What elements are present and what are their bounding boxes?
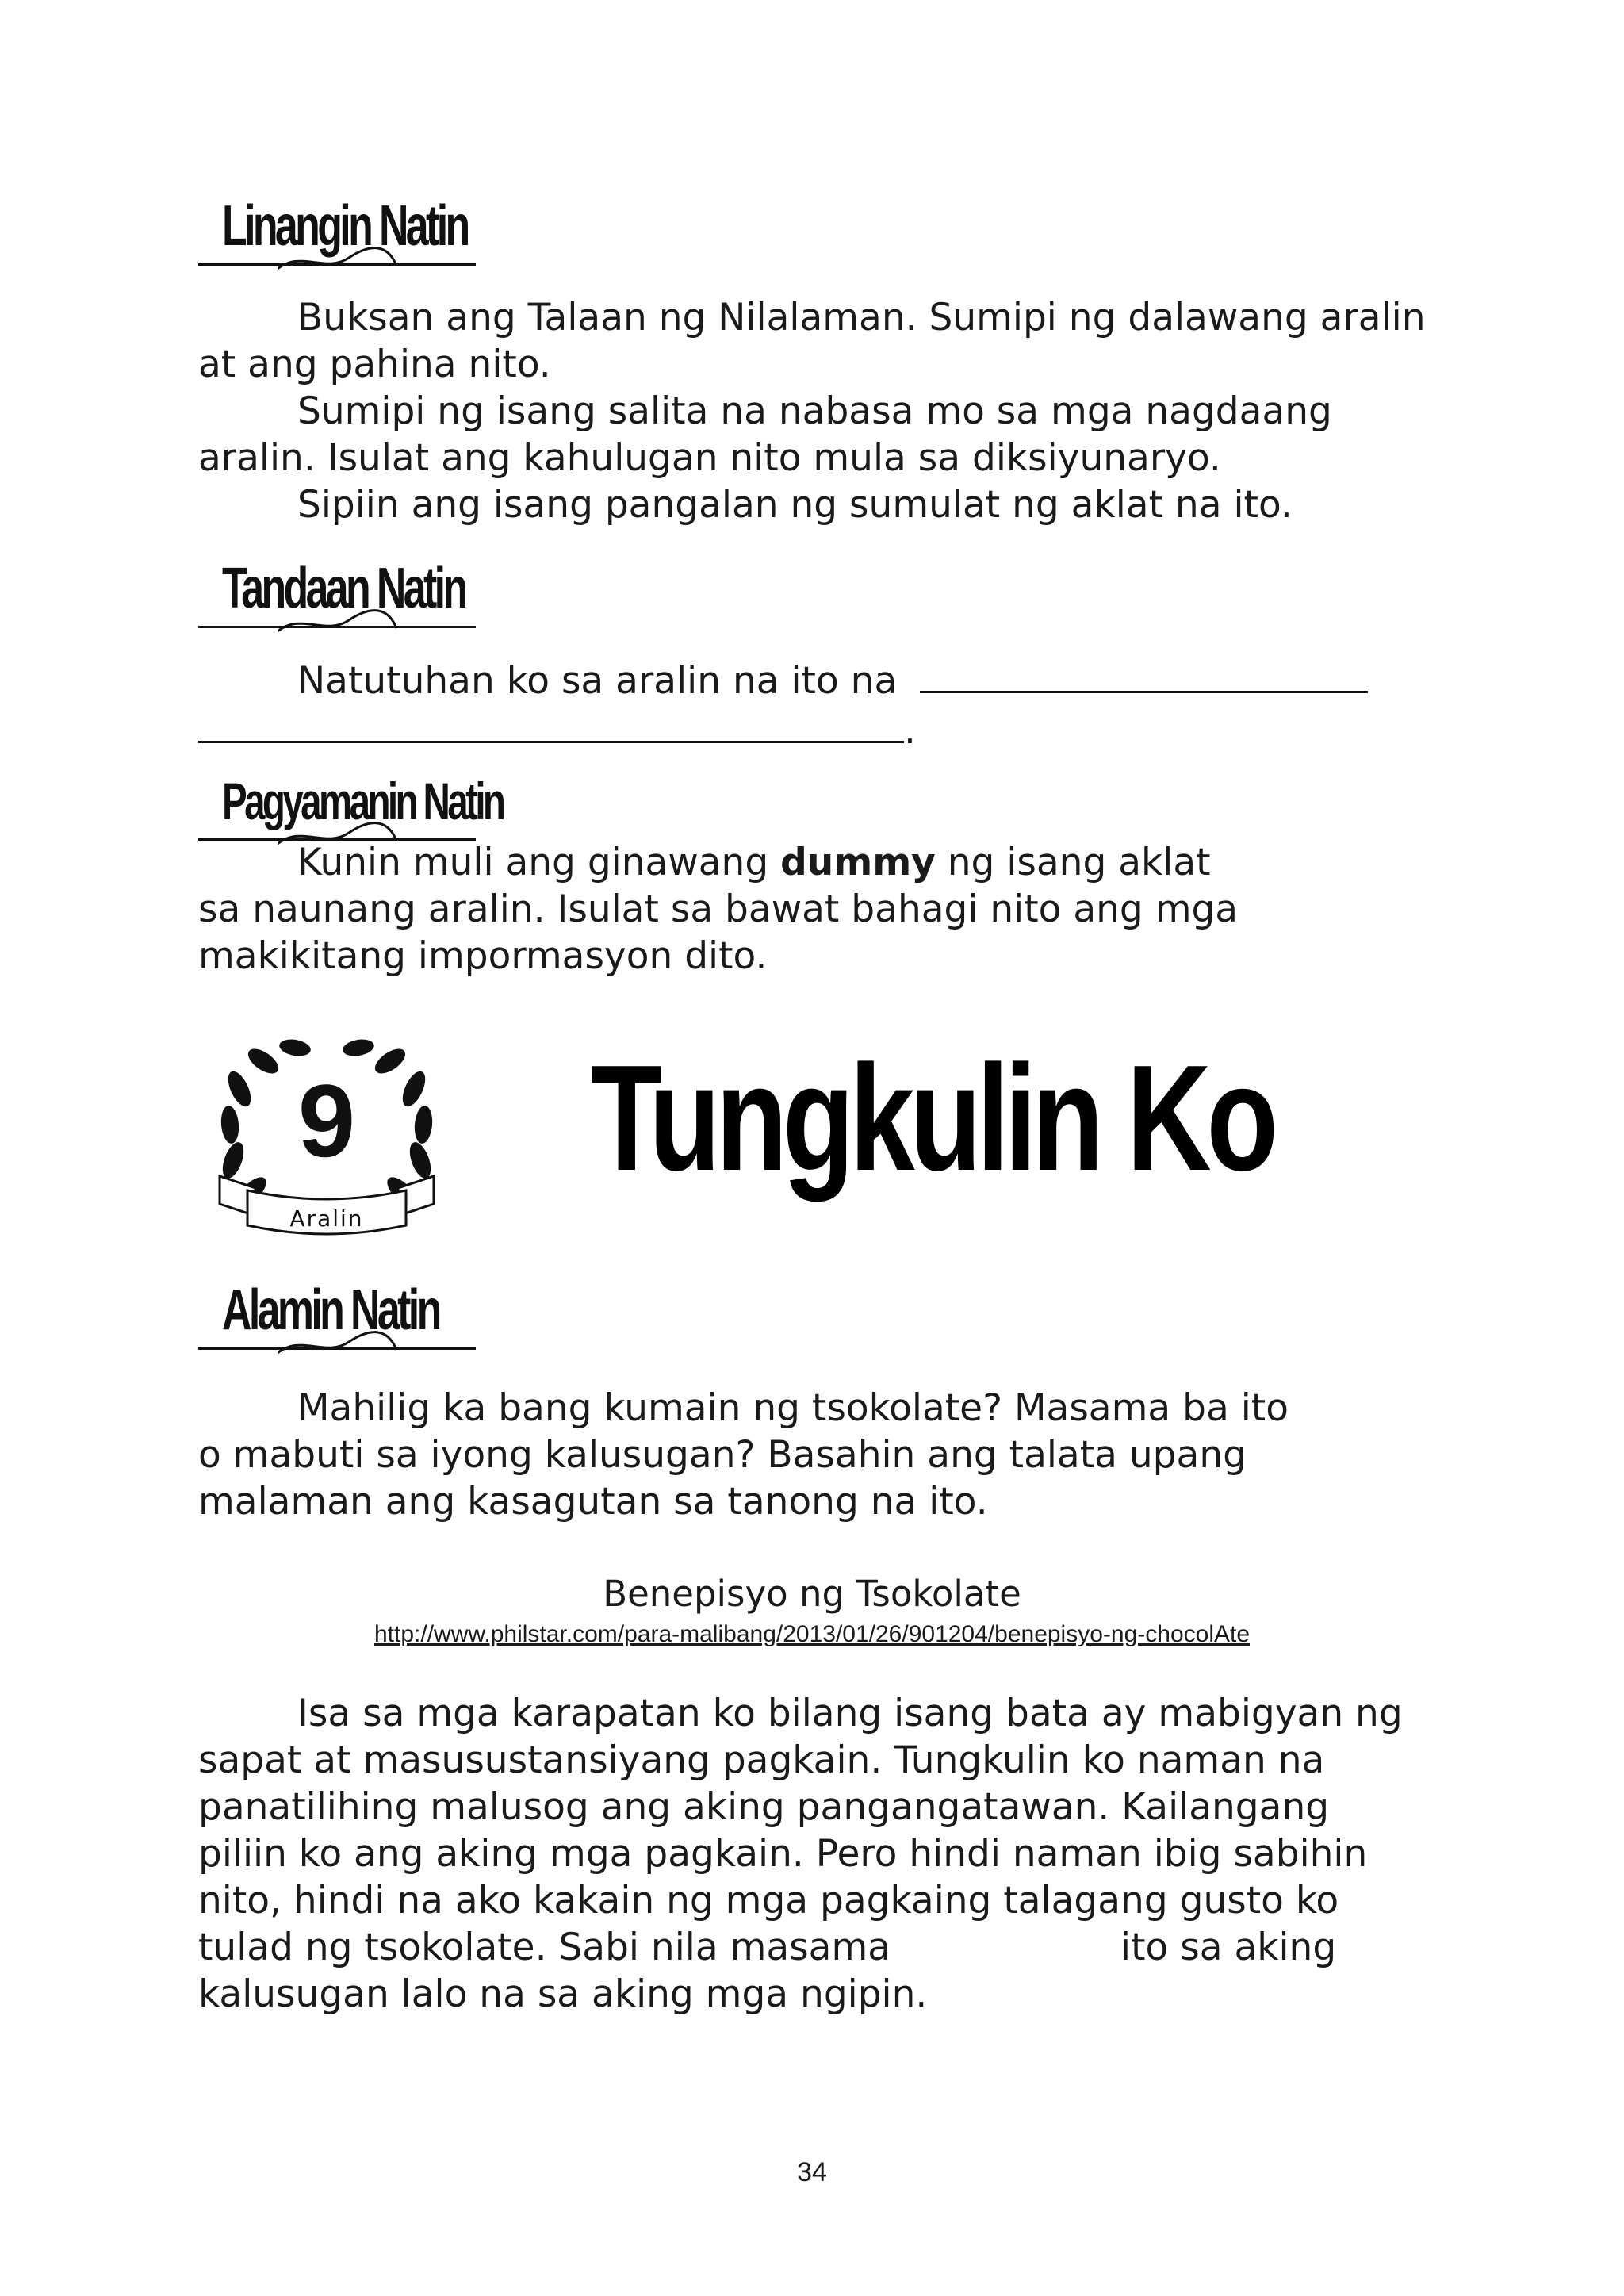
answer-blank-line <box>198 704 904 743</box>
text-line <box>198 657 1467 704</box>
text-line: Mahilig ka bang kumain ng tsokolate? Masama ba ito <box>297 1386 1289 1430</box>
lesson-number: 9 <box>297 1063 356 1179</box>
text-run: tulad ng tsokolate. Sabi nila masama <box>198 1926 891 1969</box>
text-line: Sipiin ang isang pangalan ng sumulat ng aklat na ito. <box>297 483 1293 527</box>
alamin-heading <box>198 1274 484 1358</box>
text-line: o mabuti sa iyong kalusugan? Basahin ang talata upang <box>198 1433 1247 1477</box>
page-number: 34 <box>797 2157 827 2187</box>
text-line: panatilihing malusog ang aking pangangatawan. Kailangang <box>198 1785 1330 1829</box>
swash-ornament-icon <box>278 1326 396 1358</box>
swash-ornament-icon <box>278 604 396 636</box>
text-run: ito sa aking <box>1120 1926 1337 1969</box>
pagyamanin-heading <box>198 765 504 849</box>
emphasis-word: dummy <box>780 841 936 884</box>
lesson-badge <box>216 1018 438 1244</box>
source-link[interactable]: http://www.philstar.com/para-malibang/2013/01/26/901204/benepisyo-ng-chocolAte <box>373 1621 1251 1647</box>
lesson-title: Tungkulin Ko <box>591 1034 1274 1202</box>
tandaan-heading-text: Tandaan Natin <box>222 557 465 620</box>
text-line: malaman ang kasagutan sa tanong na ito. <box>198 1480 988 1524</box>
text-line <box>198 704 1467 754</box>
text-line <box>198 839 1467 886</box>
text-line: Buksan ang Talaan ng Nilalaman. Sumipi ng dalawang aralin <box>297 296 1426 339</box>
reading-title <box>0 1572 1624 1616</box>
story-paragraph <box>198 1690 1467 2018</box>
end-mark: . <box>904 709 916 753</box>
alamin-paragraph <box>198 1385 1467 1525</box>
pagyamanin-paragraph <box>198 839 1467 979</box>
reading-title-text: Benepisyo ng Tsokolate <box>603 1573 1021 1615</box>
text-line: nito, hindi na ako kakain ng mga pagkaing talagang gusto ko <box>198 1879 1339 1922</box>
linangin-heading-text: Linangin Natin <box>222 194 468 258</box>
text-line: at ang pahina nito. <box>198 343 551 386</box>
pagyamanin-heading-text: Pagyamanin Natin <box>222 772 504 830</box>
alamin-heading-text: Alamin Natin <box>222 1278 439 1342</box>
tandaan-paragraph <box>198 657 1467 754</box>
text-line: Isa sa mga karapatan ko bilang isang bata ay mabigyan ng <box>297 1692 1403 1735</box>
text-line <box>198 1924 1467 1971</box>
linangin-paragraph <box>198 294 1467 528</box>
text-line: aralin. Isulat ang kahulugan nito mula sa diksiyunaryo. <box>198 436 1221 480</box>
text-line: sa naunang aralin. Isulat sa bawat bahagi nito ang mga <box>198 887 1239 931</box>
linangin-heading <box>198 190 484 274</box>
text-line: makikitang impormasyon dito. <box>198 934 768 978</box>
answer-blank-line <box>920 691 1368 693</box>
badge-label: Aralin <box>289 1205 364 1232</box>
text-line: Sumipi ng isang salita na nabasa mo sa mga nagdaang <box>297 389 1332 433</box>
text-run: ng isang aklat <box>935 841 1211 884</box>
text-line: sapat at masusustansiyang pagkain. Tungkulin ko naman na <box>198 1738 1325 1782</box>
tandaan-prompt: Natutuhan ko sa aralin na ito na <box>297 659 898 703</box>
swash-ornament-icon <box>278 242 396 274</box>
text-line: kalusugan lalo na sa aking mga ngipin. <box>198 1972 928 2016</box>
text-run: Kunin muli ang ginawang <box>297 841 781 884</box>
text-line: piliin ko ang aking mga pagkain. Pero hindi naman ibig sabihin <box>198 1832 1368 1876</box>
tandaan-heading <box>198 553 484 636</box>
